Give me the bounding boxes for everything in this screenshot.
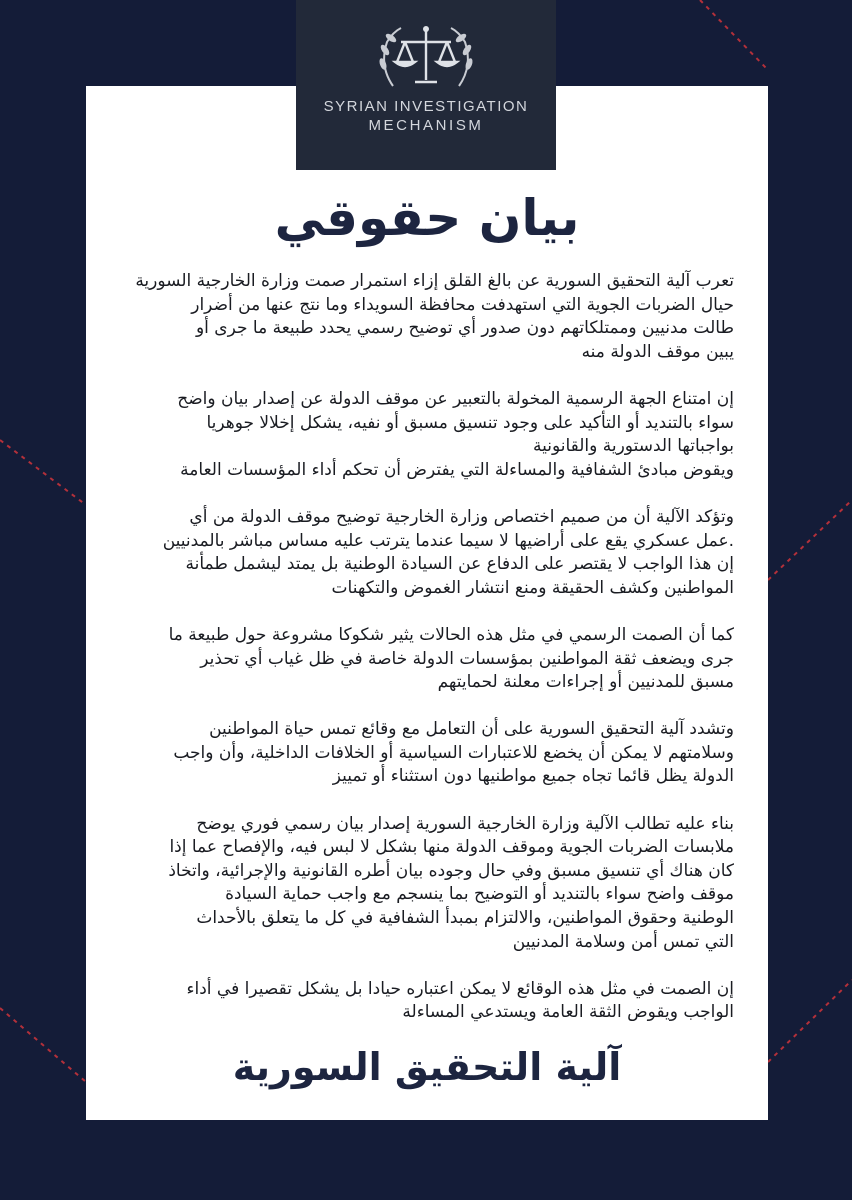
paragraph-line: سواء بالتنديد أو التأكيد على وجود تنسيق مسبق أو نفيه، يشكل إخلالا جوهريا: [206, 412, 734, 433]
paragraph-line: بناء عليه تطالب الآلية وزارة الخارجية السورية إصدار بيان رسمي فوري يوضح: [196, 813, 734, 834]
paragraph-line: إن هذا الواجب لا يقتصر على الدفاع عن السيادة الوطنية بل يمتد ليشمل طمأنة: [185, 554, 734, 575]
logo-box: [296, 0, 556, 170]
statement-body: [120, 270, 734, 1049]
paragraph-line: الدولة يظل قائما تجاه جميع مواطنيها دون استثناء أو تمييز: [332, 766, 734, 787]
accent-dashes-top-right: [700, 0, 768, 70]
paragraph-line: التي تمس أمن وسلامة المدنيين: [512, 931, 734, 952]
logo-text-line1: SYRIAN INVESTIGATION: [323, 98, 529, 115]
paragraph-line: وسلامتهم لا يمكن أن يخضع للاعتبارات السياسية أو الخلافات الداخلية، وأن واجب: [173, 742, 734, 763]
paragraph-line: .عمل عسكري يقع على أراضيها لا سيما عندما يترتب عليه مساس مباشر بالمدنيين: [162, 530, 734, 551]
paragraph-line: مسبق للمدنيين أو إجراءات معلنة لحمايتهم: [437, 672, 734, 693]
paragraph-4: [120, 624, 734, 695]
accent-dashes-right-upper: [768, 500, 852, 580]
paragraph-6: [120, 813, 734, 955]
paragraph-line: بواجباتها الدستورية والقانونية: [532, 436, 734, 457]
paragraph-line: كما أن الصمت الرسمي في مثل هذه الحالات يثير شكوكا مشروعة حول طبيعة ما: [168, 624, 734, 645]
paragraph-3: [120, 506, 734, 600]
accent-dashes-right-lower: [768, 980, 852, 1062]
paragraph-line: الوطنية وحقوق المواطنين، والالتزام بمبدأ الشفافية في كل ما يتعلق بالأحداث: [196, 908, 734, 929]
paragraph-2: [120, 388, 734, 482]
paragraph-line: حيال الضربات الجوية التي استهدفت محافظة السويداء وما نتج عنها من أضرار: [191, 294, 734, 315]
paragraph-line: كان هناك أي تنسيق مسبق وفي حال وجوده بيان أطره القانونية والإجرائية، واتخاذ: [168, 860, 734, 881]
accent-dashes-left-upper: [0, 440, 86, 505]
paragraph-line: طالت مدنيين وممتلكاتهم دون صدور أي توضيح رسمي يحدد طبيعة ما جرى أو: [195, 318, 734, 339]
paragraph-line: المواطنين وكشف الحقيقة ومنع انتشار الغموض والتكهنات: [331, 577, 734, 598]
paragraph-line: يبين موقف الدولة منه: [581, 341, 734, 362]
logo-text-line2: MECHANISM: [368, 117, 484, 134]
paragraph-line: إن امتناع الجهة الرسمية المخولة بالتعبير عن موقف الدولة عن إصدار بيان واضح: [177, 388, 734, 409]
paragraph-line: موقف واضح سواء بالتنديد أو التوضيح بما ينسجم مع واجب حماية السيادة: [225, 884, 734, 905]
paragraph-line: وتؤكد الآلية أن من صميم اختصاص وزارة الخارجية توضيح موقف الدولة من أي: [189, 506, 734, 527]
paragraph-line: إن الصمت في مثل هذه الوقائع لا يمكن اعتباره حيادا بل يشكل تقصيرا في أداء: [186, 978, 734, 999]
statement-title: بيان حقوقي: [274, 189, 580, 247]
paragraph-line: الواجب ويقوض الثقة العامة ويستدعي المساءلة: [402, 1002, 734, 1023]
paragraph-line: وتشدد آلية التحقيق السورية على أن التعامل مع وقائع تمس حياة المواطنين: [209, 719, 734, 740]
accent-dashes-left-lower: [0, 1008, 86, 1082]
paragraph-7: [120, 978, 734, 1025]
signature: آلية التحقيق السورية: [232, 1045, 622, 1089]
paragraph-line: ويقوض مبادئ الشفافية والمساءلة التي يفترض أن تحكم أداء المؤسسات العامة: [180, 459, 734, 480]
paragraph-1: [120, 270, 734, 364]
scales-of-justice-icon: [371, 20, 481, 92]
paragraph-line: جرى ويضعف ثقة المواطنين بمؤسسات الدولة خاصة في ظل غياب أي تحذير: [200, 648, 734, 669]
paragraph-5: [120, 718, 734, 789]
paragraph-line: تعرب آلية التحقيق السورية عن بالغ القلق إزاء استمرار صمت وزارة الخارجية السورية: [135, 271, 734, 291]
paragraph-line: ملابسات الضربات الجوية وموقف الدولة منها بشكل لا لبس فيه، والإفصاح عما إذا: [169, 837, 734, 858]
